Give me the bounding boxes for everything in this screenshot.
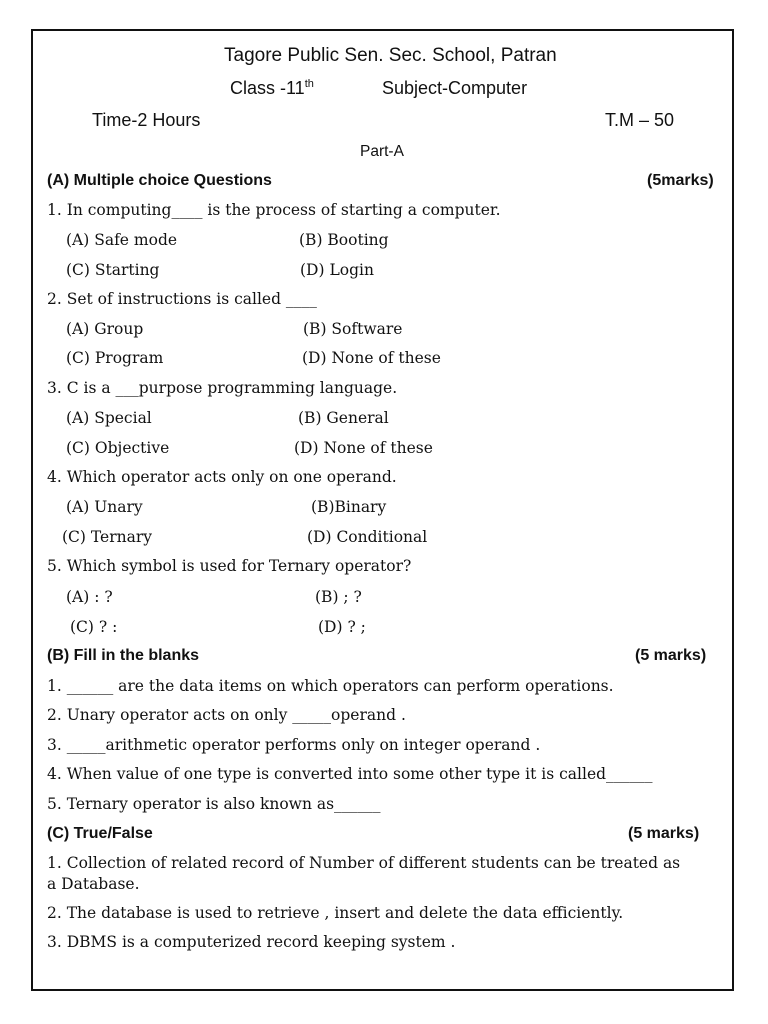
option: (C) Objective <box>66 439 170 457</box>
option: (C) Starting <box>66 261 160 279</box>
true-false-item: 2. The database is used to retrieve , insert and delete the data efficiently. <box>47 904 624 922</box>
section-a-title: (A) Multiple choice Questions <box>47 172 272 189</box>
option: (D) Conditional <box>307 528 428 546</box>
option: (C) ? : <box>70 618 118 636</box>
section-c-title: (C) True/False <box>47 825 153 842</box>
option: (B) Booting <box>299 231 389 249</box>
option: (D) ? ; <box>318 618 366 636</box>
option: (A) Special <box>66 409 152 427</box>
question: 3. C is a ___purpose programming language. <box>47 379 398 397</box>
subject-label: Subject-Computer <box>382 78 528 98</box>
fill-blank-item: 3. _____arithmetic operator performs only on integer operand . <box>47 736 541 754</box>
fill-blank-item: 5. Ternary operator is also known as______ <box>47 795 381 813</box>
section-b-title: (B) Fill in the blanks <box>47 647 200 664</box>
option: (B)Binary <box>311 498 387 516</box>
question: 5. Which symbol is used for Ternary operator? <box>47 557 412 575</box>
section-b-marks: (5 marks) <box>635 647 707 664</box>
option: (D) None of these <box>302 349 441 367</box>
class-label: Class -11th <box>230 78 314 98</box>
option: (A) Group <box>66 320 144 338</box>
question: 1. In computing____ is the process of starting a computer. <box>47 201 501 219</box>
question: 4. Which operator acts only on one operand. <box>47 468 397 486</box>
question: 2. Set of instructions is called ____ <box>47 290 317 308</box>
option: (C) Program <box>66 349 164 367</box>
option: (B) General <box>298 409 389 427</box>
fill-blank-item: 2. Unary operator acts on only _____operand . <box>47 706 406 724</box>
total-marks: T.M – 50 <box>605 110 675 130</box>
school-name: Tagore Public Sen. Sec. School, Patran <box>224 45 557 66</box>
option: (A) Unary <box>66 498 143 516</box>
part-title: Part-A <box>360 143 404 160</box>
true-false-item: 3. DBMS is a computerized record keeping system . <box>47 933 456 951</box>
true-false-item: 1. Collection of related record of Number of different students can be treated as a Database. <box>47 854 681 893</box>
fill-blank-item: 1. ______ are the data items on which operators can perform operations. <box>47 677 614 695</box>
option: (D) Login <box>300 261 374 279</box>
option: (A) Safe mode <box>66 231 178 249</box>
option: (D) None of these <box>294 439 433 457</box>
time-label: Time-2 Hours <box>92 110 201 130</box>
section-a-marks: (5marks) <box>647 172 714 189</box>
option: (B) Software <box>303 320 403 338</box>
option: (A) : ? <box>66 588 113 606</box>
option: (C) Ternary <box>62 528 152 546</box>
fill-blank-item: 4. When value of one type is converted into some other type it is called______ <box>47 765 653 783</box>
option: (B) ; ? <box>315 588 362 606</box>
section-c-marks: (5 marks) <box>628 825 700 842</box>
